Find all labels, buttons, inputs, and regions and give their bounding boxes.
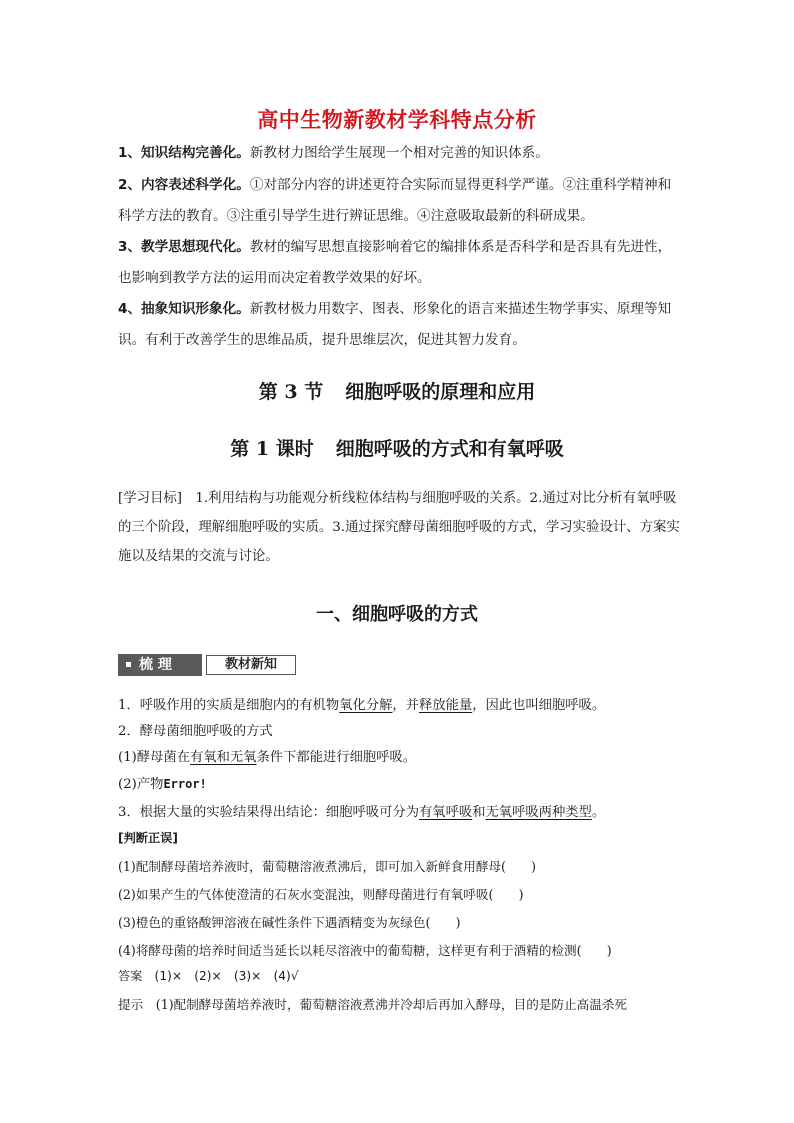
section-title: 细胞呼吸的原理和应用 [345,381,536,403]
blank-answer: 无氧呼吸 [485,805,539,820]
judge-question-3: (3)橙色的重铬酸钾溶液在碱性条件下遇酒精变为灰绿色( ) [118,915,461,930]
judge-answer: 答案 (1)× (2)× (3)× (4)√ [118,969,299,983]
error-text: Error! [163,777,207,791]
point-3 [118,232,683,293]
judge-question-1: (1)配制酵母菌培养液时，葡萄糖溶液煮沸后，即可加入新鲜食用酵母( ) [118,859,537,874]
square-bullet-icon [126,662,131,667]
point-3-label: 3、教学思想现代化。 [118,239,250,255]
item-3: 3．根据大量的实验结果得出结论：细胞呼吸可分为有氧呼吸和无氧呼吸两种类型。 [118,805,606,820]
section-heading [0,377,794,404]
blank-answer: 释放能量 [419,698,473,713]
judge-hint: 提示 (1)配制酵母菌培养液时，葡萄糖溶液煮沸并冷却后再加入酵母，目的是防止高温杀死 [118,997,627,1012]
blank-answer: 有氧呼吸 [419,805,473,820]
judge-question-2: (2)如果产生的气体使澄清的石灰水变混浊，则酵母菌进行有氧呼吸( ) [118,887,524,902]
lesson-heading [0,434,794,461]
section-number: 第 3 节 [258,381,324,403]
point-1-text: 新教材力图给学生展现一个相对完善的知识体系。 [249,145,549,161]
judge-question-4: (4)将酵母菌的培养时间适当延长以耗尽溶液中的葡萄糖，这样更有利于酒精的检测( ) [118,943,612,958]
banner-label: 梳 理 [118,654,202,676]
objectives-label: [学习目标] [118,491,183,506]
point-1 [118,138,683,169]
point-2-text: ①对部分内容的讲述更符合实际而显得更科学严谨。②注重科学精神和科学方法的教育。③注重引导学生进行辨证思维。④注意吸取最新的科研成果。 [118,177,672,224]
point-1-label: 1、知识结构完善化。 [118,145,250,161]
point-4-label: 4、抽象知识形象化。 [118,301,250,317]
item-1: 1．呼吸作用的实质是细胞内的有机物氧化分解，并释放能量，因此也叫细胞呼吸。 [118,698,606,713]
blank-answer: 两种类型 [538,805,592,820]
blank-answer: 有氧和无氧 [190,750,257,765]
document-title: 高中生物新教材学科特点分析 [257,108,537,132]
point-2-label: 2、内容表述科学化。 [118,177,250,193]
item-2: 2．酵母菌细胞呼吸的方式 [118,724,273,739]
point-4 [118,294,683,355]
judge-label: [判断正误] [118,831,178,845]
objectives-text: 1.利用结构与功能观分析线粒体结构与细胞呼吸的关系。2.通过对比分析有氧呼吸的三个阶段，理解细胞呼吸的实质。3.通过探究酵母菌细胞呼吸的方式，学习实验设计、方案实施以及结果的交流与讨论。 [118,491,680,564]
point-3-text: 教材的编写思想直接影响着它的编排体系是否科学和是否具有先进性，也影响到教学方法的运用而决定着教学效果的好坏。 [118,239,672,286]
part-heading: 一、细胞呼吸的方式 [316,604,478,625]
item-2-1: (1)酵母菌在有氧和无氧条件下都能进行细胞呼吸。 [118,750,417,765]
lesson-number: 第 1 课时 [230,438,314,460]
banner-tag: 教材新知 [206,655,296,675]
lesson-title: 细胞呼吸的方式和有氧呼吸 [335,438,564,460]
section-banner [118,654,436,678]
point-2 [118,170,683,231]
learning-objectives [118,484,683,571]
point-4-text: 新教材极力用数字、图表、形象化的语言来描述生物学事实、原理等知识。有利于改善学生的思维品质，提升思维层次，促进其智力发育。 [118,301,672,348]
item-2-2: (2)产物Error! [118,777,207,792]
blank-answer: 氧化分解 [339,698,393,713]
